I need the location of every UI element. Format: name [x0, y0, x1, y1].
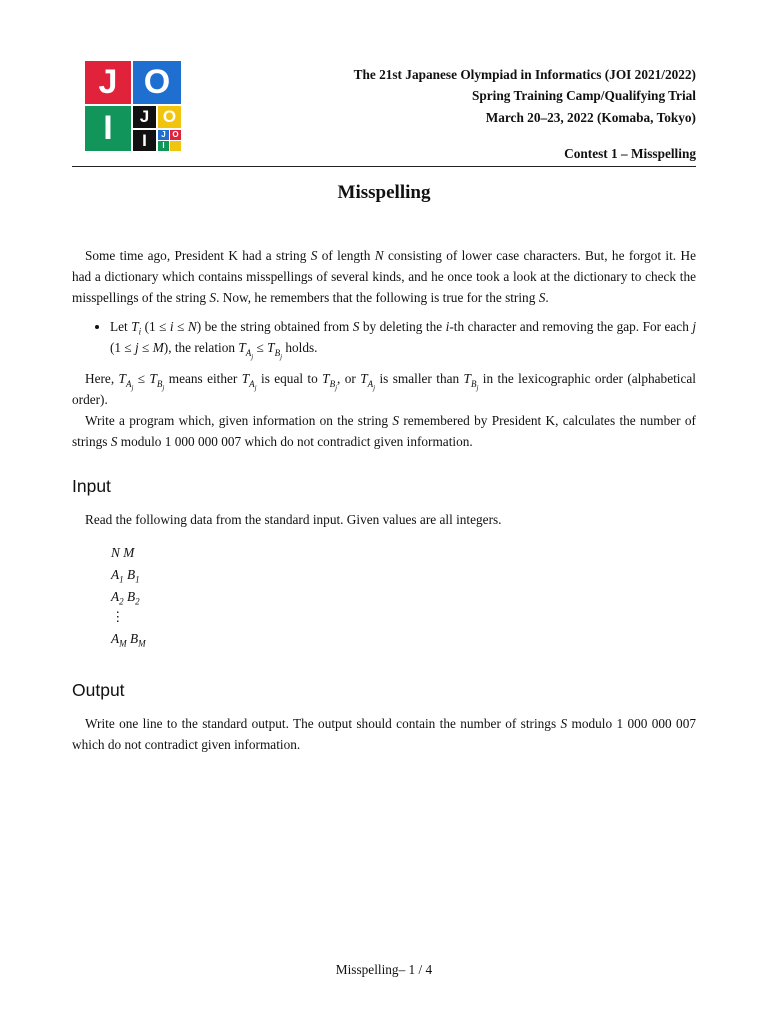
logo-micro-j: J: [158, 130, 169, 140]
condition-list: [72, 316, 697, 361]
logo-mini-o: O: [158, 106, 181, 128]
logo-micro-i: I: [158, 141, 169, 151]
statement-paragraph-1: Some time ago, President K had a string S of length N consisting of lower case characters. But, he forgot it. He had a dictionary which contains misspellings of several kinds, and he once took a look at the dictionary to check the misspellings of the string S. Now, he remembers that the following is true for the string S.: [72, 248, 696, 305]
header-divider: [72, 166, 696, 167]
logo-mini-j: J: [133, 106, 156, 128]
output-heading: Output: [72, 680, 125, 700]
input-format-line-2: $A_1$ $B_1$: [111, 567, 140, 585]
condition-item: • Let $T_i$ (1 ≤ i ≤ N) be the string obtained from S by deleting the i-th character and removing the gap. For each j (1 ≤ j ≤ M), the relation $T_{A_j} \le T_{B_j}$ holds.: [110, 316, 696, 358]
header-olympiad: The 21st Japanese Olympiad in Informatics (JOI 2021/2022): [353, 67, 696, 82]
contest-header: [354, 64, 696, 164]
page-footer: Misspelling– 1 / 4: [335, 962, 433, 977]
logo-micro-fill: [170, 141, 181, 151]
logo-micro-o: O: [170, 130, 181, 140]
joi-logo: [85, 61, 181, 151]
input-format-line-1: N M: [111, 545, 135, 560]
logo-mini-i: I: [133, 130, 156, 151]
output-description: Write one line to the standard output. The output should contain the number of strings S modulo 1 000 000 007 which do not contradict given information.: [72, 716, 696, 752]
header-camp: Spring Training Camp/Qualifying Trial: [471, 88, 696, 104]
vertical-ellipsis: ⋮: [111, 609, 125, 624]
input-format: [111, 542, 696, 650]
input-heading: Input: [72, 476, 111, 496]
statement-paragraph-2: Here, $T_{A_j} \le T_{B_j}$ means either $T_{A_j}$ is equal to $T_{B_j}$, or $T_{A_j}$ is smaller than $T_{B_j}$ in the lexicographic order (alphabetical order).: [72, 371, 696, 407]
input-format-line-m: $A_M$ $B_M$: [111, 631, 146, 649]
statement-paragraph-3: Write a program which, given information on the string S remembered by President K, calculates the number of strings S modulo 1 000 000 007 which do not contradict given information.: [72, 413, 696, 449]
logo-cell-i: I: [85, 106, 131, 151]
logo-cell-o: O: [133, 61, 181, 104]
logo-cell-j: J: [85, 61, 131, 104]
problem-body: [72, 245, 696, 755]
header-contest: Contest 1 – Misspelling: [564, 145, 696, 161]
input-intro: Read the following data from the standard input. Given values are all integers.: [85, 512, 502, 527]
header-date: March 20–23, 2022 (Komaba, Tokyo): [485, 109, 696, 125]
page-title: Misspelling: [337, 182, 431, 203]
input-format-line-3: $A_2$ $B_2$: [111, 589, 140, 607]
